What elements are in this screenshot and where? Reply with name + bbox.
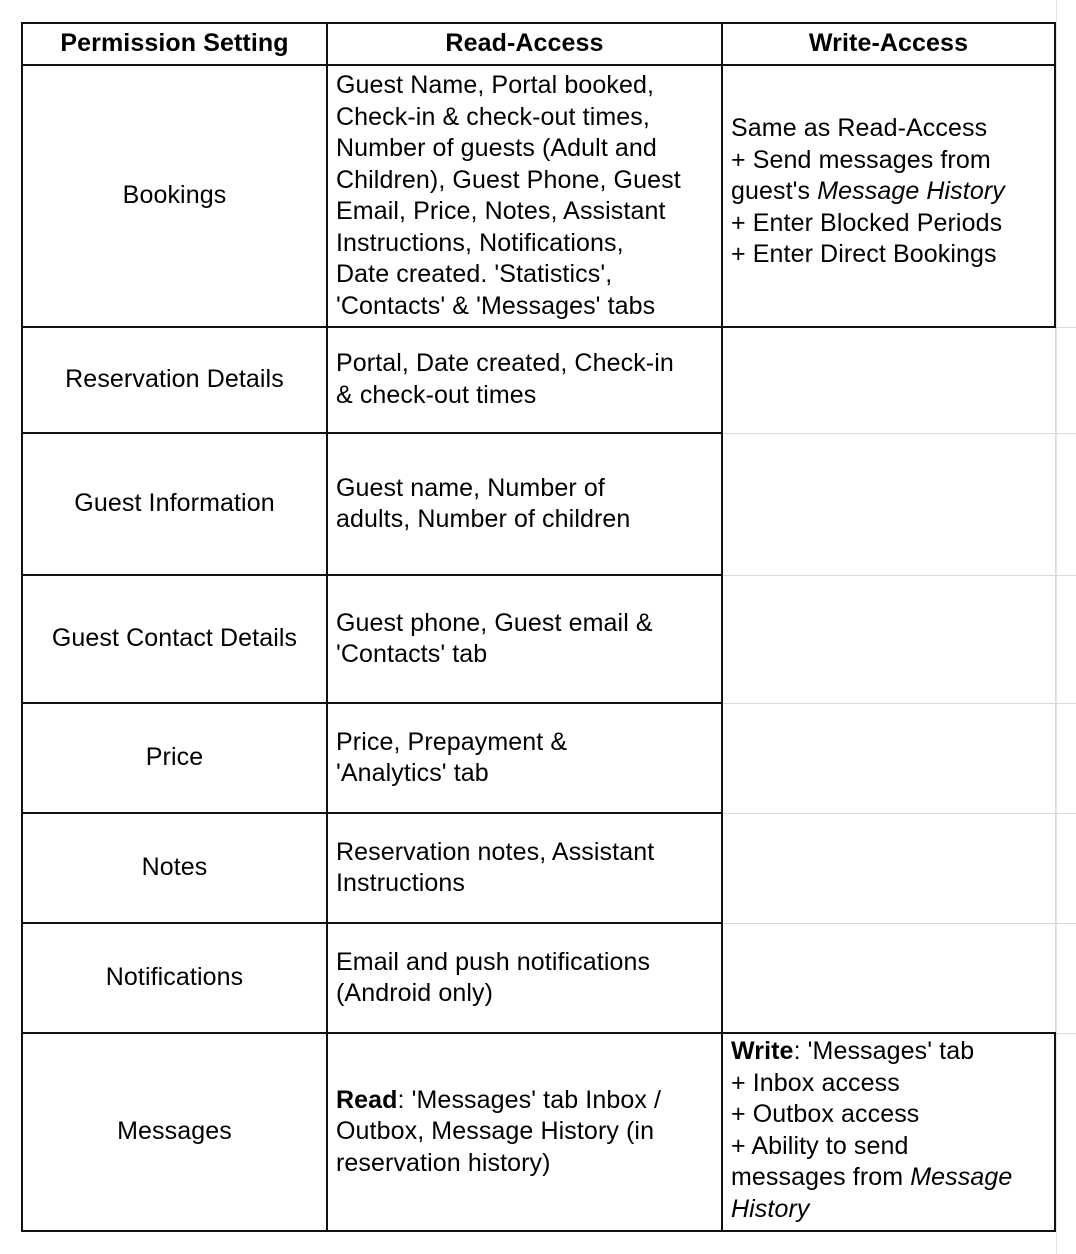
cell-text-line [731, 1162, 1046, 1194]
write-access-cell[interactable] [722, 575, 1055, 703]
write-access-cell[interactable] [722, 327, 1055, 433]
setting-cell[interactable]: Messages [22, 1033, 327, 1231]
cell-text-line [731, 1036, 1046, 1068]
cell-text: : 'Messages' tab Inbox / [397, 1085, 662, 1114]
write-access-cell[interactable] [722, 1033, 1055, 1231]
cell-text-line: + Enter Direct Bookings [731, 240, 997, 268]
read-access-cell[interactable] [327, 703, 722, 813]
cell-text-line [336, 1085, 713, 1117]
header-permission-setting[interactable]: Permission Setting [22, 23, 327, 65]
cell-text-line [731, 1194, 1046, 1226]
write-access-cell[interactable] [722, 433, 1055, 575]
table-row-reservation-details [22, 327, 1055, 433]
read-label: Read [336, 1085, 398, 1114]
read-access-cell[interactable] [327, 575, 722, 703]
read-access-cell[interactable] [327, 65, 722, 327]
cell-text-line: Same as Read-Access [731, 114, 988, 142]
cell-text-line: Number of guests (Adult and [336, 134, 657, 162]
cell-text-line: & check-out times [336, 380, 537, 409]
cell-text-line: Check-in & check-out times, [336, 102, 650, 131]
setting-cell[interactable]: Reservation Details [22, 327, 327, 433]
cell-text-line: Email, Price, Notes, Assistant [336, 197, 666, 225]
cell-text-line: 'Analytics' tab [336, 759, 489, 787]
cell-text-line: Instructions, Notifications, [336, 228, 624, 257]
table-row-bookings [22, 65, 1055, 327]
read-access-cell[interactable] [327, 433, 722, 575]
sheet-gridline-vertical [1056, 0, 1057, 1254]
write-access-cell[interactable] [722, 65, 1055, 327]
cell-text-line: Instructions [336, 869, 466, 897]
cell-text-line: Guest Name, Portal booked, [336, 71, 655, 99]
cell-text-line: Price, Prepayment & [336, 727, 568, 756]
sheet-gridline [1056, 433, 1076, 434]
cell-text-line: 'Contacts' & 'Messages' tabs [336, 291, 656, 320]
cell-text-line: adults, Number of children [336, 505, 631, 533]
cell-text-line: Children), Guest Phone, Guest [336, 165, 681, 194]
cell-text-line: Date created. 'Statistics', [336, 260, 613, 288]
sheet-gridline [1056, 923, 1076, 924]
cell-text-line: (Android only) [336, 979, 494, 1007]
sheet-gridline [1056, 703, 1076, 704]
message-history-emphasis: History [731, 1194, 810, 1223]
setting-cell[interactable]: Guest Contact Details [22, 575, 327, 703]
table-row-price [22, 703, 1055, 813]
read-access-cell[interactable] [327, 1033, 722, 1231]
cell-text: guest's [731, 177, 818, 205]
table-row-notifications [22, 923, 1055, 1033]
message-history-emphasis: Message History [817, 177, 1005, 205]
cell-text-line: 'Contacts' tab [336, 640, 488, 668]
cell-text-line: Email and push notifications [336, 947, 651, 976]
cell-text-line: Guest name, Number of [336, 473, 605, 502]
write-access-cell[interactable] [722, 703, 1055, 813]
cell-text: : 'Messages' tab [793, 1037, 975, 1065]
cell-text-line: + Send messages from [731, 145, 991, 174]
header-row [22, 23, 1055, 65]
cell-text-line: + Enter Blocked Periods [731, 208, 1003, 237]
cell-text-line: + Outbox access [731, 1100, 920, 1128]
write-access-cell[interactable] [722, 923, 1055, 1033]
cell-text-line: + Inbox access [731, 1068, 900, 1097]
cell-text-line [731, 176, 1046, 208]
table-row-notes [22, 813, 1055, 923]
cell-text-line: Portal, Date created, Check-in [336, 349, 674, 377]
cell-text: messages from [731, 1163, 911, 1191]
read-access-cell[interactable] [327, 327, 722, 433]
setting-cell[interactable]: Bookings [22, 65, 327, 327]
setting-cell[interactable]: Guest Information [22, 433, 327, 575]
sheet-gridline [1056, 813, 1076, 814]
header-read-access[interactable]: Read-Access [327, 23, 722, 65]
cell-text-line: Guest phone, Guest email & [336, 608, 653, 637]
sheet-gridline [1056, 327, 1076, 328]
cell-text-line: + Ability to send [731, 1131, 909, 1160]
write-label: Write [731, 1037, 794, 1065]
read-access-cell[interactable] [327, 813, 722, 923]
table-row-guest-contact-details [22, 575, 1055, 703]
sheet-gridline [1056, 575, 1076, 576]
setting-cell[interactable]: Price [22, 703, 327, 813]
cell-text-line: reservation history) [336, 1148, 551, 1177]
cell-text-line: Reservation notes, Assistant [336, 837, 655, 866]
table-row-messages [22, 1033, 1055, 1231]
setting-cell[interactable]: Notes [22, 813, 327, 923]
permissions-table [21, 22, 1056, 1232]
cell-text-line: Outbox, Message History (in [336, 1117, 655, 1146]
message-history-emphasis: Message [910, 1163, 1013, 1191]
setting-cell[interactable]: Notifications [22, 923, 327, 1033]
sheet-gridline [1056, 1033, 1076, 1034]
write-access-cell[interactable] [722, 813, 1055, 923]
table-row-guest-information [22, 433, 1055, 575]
header-write-access[interactable]: Write-Access [722, 23, 1055, 65]
read-access-cell[interactable] [327, 923, 722, 1033]
